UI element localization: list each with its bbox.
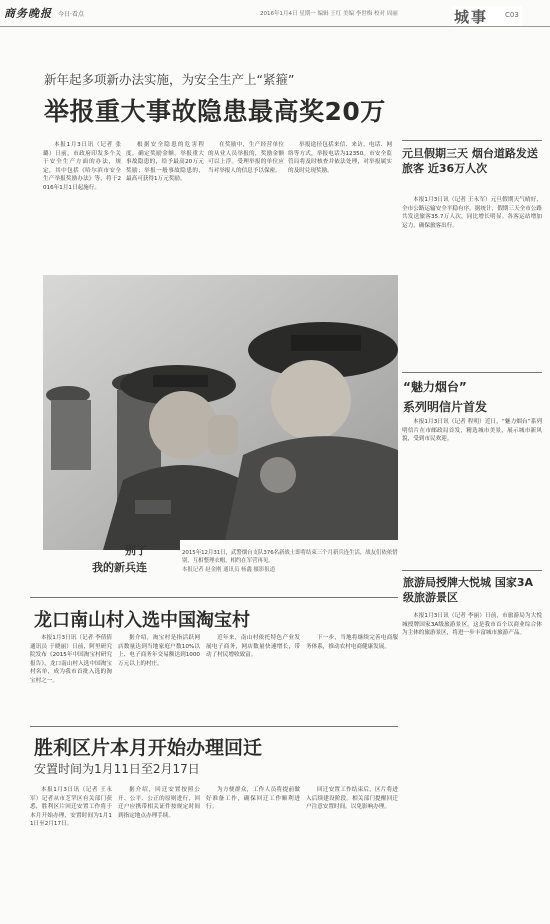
lead-column-1 xyxy=(43,141,121,267)
side1-body xyxy=(402,196,542,366)
mid-col2-text: 据介绍，淘宝村是指活跃网店数量达到当地家庭户数10%以上、电子商务年交易额达到1000万元以上的村庄。 xyxy=(118,635,200,667)
bottom-headline: 胜利区片本月开始办理回迁 xyxy=(34,737,263,759)
mid-column-4 xyxy=(306,634,398,722)
mid-col1-text: 本报1月3日讯（记者 李倩倩 通讯员 于晓丽）日前，阿里研究院发布《2015年中国淘宝村研究报告》，龙口南山村入选中国淘宝村名单，成为我市首批入选的淘宝村之一。 xyxy=(30,635,112,684)
lead-column-3 xyxy=(208,141,284,267)
side2-body xyxy=(402,418,542,568)
page-number: C03 xyxy=(505,11,519,19)
bottom-col3-text: 为方便群众，工作人员将提前做好准备工作，确保回迁工作顺利进行。 xyxy=(206,787,300,811)
bottom-column-2 xyxy=(118,786,200,916)
lead-col3-text: 在奖励中，生产经营单位的从业人员举报的，奖励金额可以上浮。受理举报的单位应当对举报人的信息予以保密。 xyxy=(208,142,284,174)
bottom-col4-text: 回迁安置工作结束后，区片将进入后续建设阶段。相关部门提醒回迁户注意安置时间，以免影响办理。 xyxy=(306,787,398,811)
photo-credit: 本报记者 赵金刚 通讯员 杨鑫 摄影报道 xyxy=(182,567,276,573)
dateline: 2016年1月4日 星期一 编辑 王红 美编 李世梅 校对 周丽 xyxy=(260,11,398,17)
mid-col4-text: 下一步，当地将继续完善电商服务体系，推动农村电商健康发展。 xyxy=(306,635,398,650)
bottom-column-1 xyxy=(30,786,112,916)
side1-title: 元旦假期三天 烟台道路发送旅客 近36万人次 xyxy=(402,147,538,175)
side2-body-text: 本报1月3日讯（记者 程明）近日，“魅力烟台”系列明信片在市邮政局首发，精选城市美景，展示城市新风貌，受到市民欢迎。 xyxy=(402,419,542,443)
mid-rule xyxy=(30,597,398,598)
lead-col1-text: 本报1月3日讯（记者 张璐）日前，市政府印发多个关于安全生产方面的办法，规定，其中包括《哈尔滨市安全生产举报奖励办法》等，将于2016年1月1日起施行。 xyxy=(43,142,121,191)
header-divider xyxy=(0,26,550,27)
bottom-column-3 xyxy=(206,786,300,916)
bottom-col2-text: 据介绍，回迁安置按照公开、公平、公正的原则进行，回迁户应携带相关证件按规定时间到指定地点办理手续。 xyxy=(118,787,200,819)
news-photo xyxy=(43,275,398,550)
mid-headline: 龙口南山村入选中国淘宝村 xyxy=(34,610,250,631)
mid-column-2 xyxy=(118,634,200,722)
side2-subtitle: 系列明信片首发 xyxy=(403,400,488,414)
mid-column-1 xyxy=(30,634,112,722)
lead-col4-text: 举报途径包括来信、来访、电话、网络等方式，举报电话为12350。市安全监管局将及时核查并依法处理，对举报属实的及时兑现奖励。 xyxy=(288,142,392,174)
section-name: 城事 xyxy=(454,8,489,26)
photo-title-line2: 我的新兵连 xyxy=(92,561,147,574)
bottom-col1-text: 本报1月3日讯（记者 王永军）记者从市芝罘区有关部门获悉，胜利区片回迁安置工作将于本月开始办理，安置时间为1月11日至2月17日。 xyxy=(30,787,112,828)
lead-column-2 xyxy=(126,141,204,267)
side3-title: 旅游局授牌大悦城 国家3A级旅游景区 xyxy=(403,576,533,604)
photo-caption: 2015年12月31日，武警烟台支队376名新战士即将结束三个月新兵连生活，战友们依依惜别，互相整理衣帽，相约在军营再见。 xyxy=(182,550,398,564)
side2-title: “魅力烟台” xyxy=(403,380,467,394)
side3-rule xyxy=(402,570,542,571)
side2-rule xyxy=(402,372,542,373)
lead-headline: 举报重大事故隐患最高奖20万 xyxy=(44,97,386,126)
lead-column-4 xyxy=(288,141,392,267)
photo-title-line1: 别了 xyxy=(125,544,147,557)
section-badge xyxy=(452,6,522,26)
side1-rule xyxy=(402,140,542,141)
nav-label: 今日·看点 xyxy=(58,11,84,18)
newspaper-logo: 商务晚报 xyxy=(4,7,52,20)
side1-body-text: 本报1月3日讯（记者 王永军）元旦假期天气晴好，全市公路运输安全平稳有序。据统计，假期三天全市公路共发送旅客35.7万人次，同比增长明显。各客运站增加运力，确保旅客出行。 xyxy=(402,197,542,229)
side3-body xyxy=(402,612,542,912)
bottom-rule xyxy=(30,726,398,727)
lead-kicker: 新年起多项新办法实施，为安全生产上“紧箍” xyxy=(44,72,295,87)
side3-body-text: 本报1月3日讯（记者 李丽）日前，市旅游局为大悦城授牌国家3A级旅游景区。这是我市首个以商业综合体为主体的旅游景区，将进一步丰富城市旅游产品。 xyxy=(402,613,542,637)
lead-col2-text: 根据安全隐患的危害程度，确定奖励金额。举报重大事故隐患的，给予最高20万元奖励；举报一般事故隐患的，最高可获得1万元奖励。 xyxy=(126,142,204,183)
bottom-subheadline: 安置时间为1月11日至2月17日 xyxy=(34,762,200,776)
mid-column-3 xyxy=(206,634,300,722)
bottom-column-4 xyxy=(306,786,398,916)
mid-col3-text: 近年来，南山村依托特色产业发展电子商务，网店数量快速增长，带动了村民增收致富。 xyxy=(206,635,300,659)
